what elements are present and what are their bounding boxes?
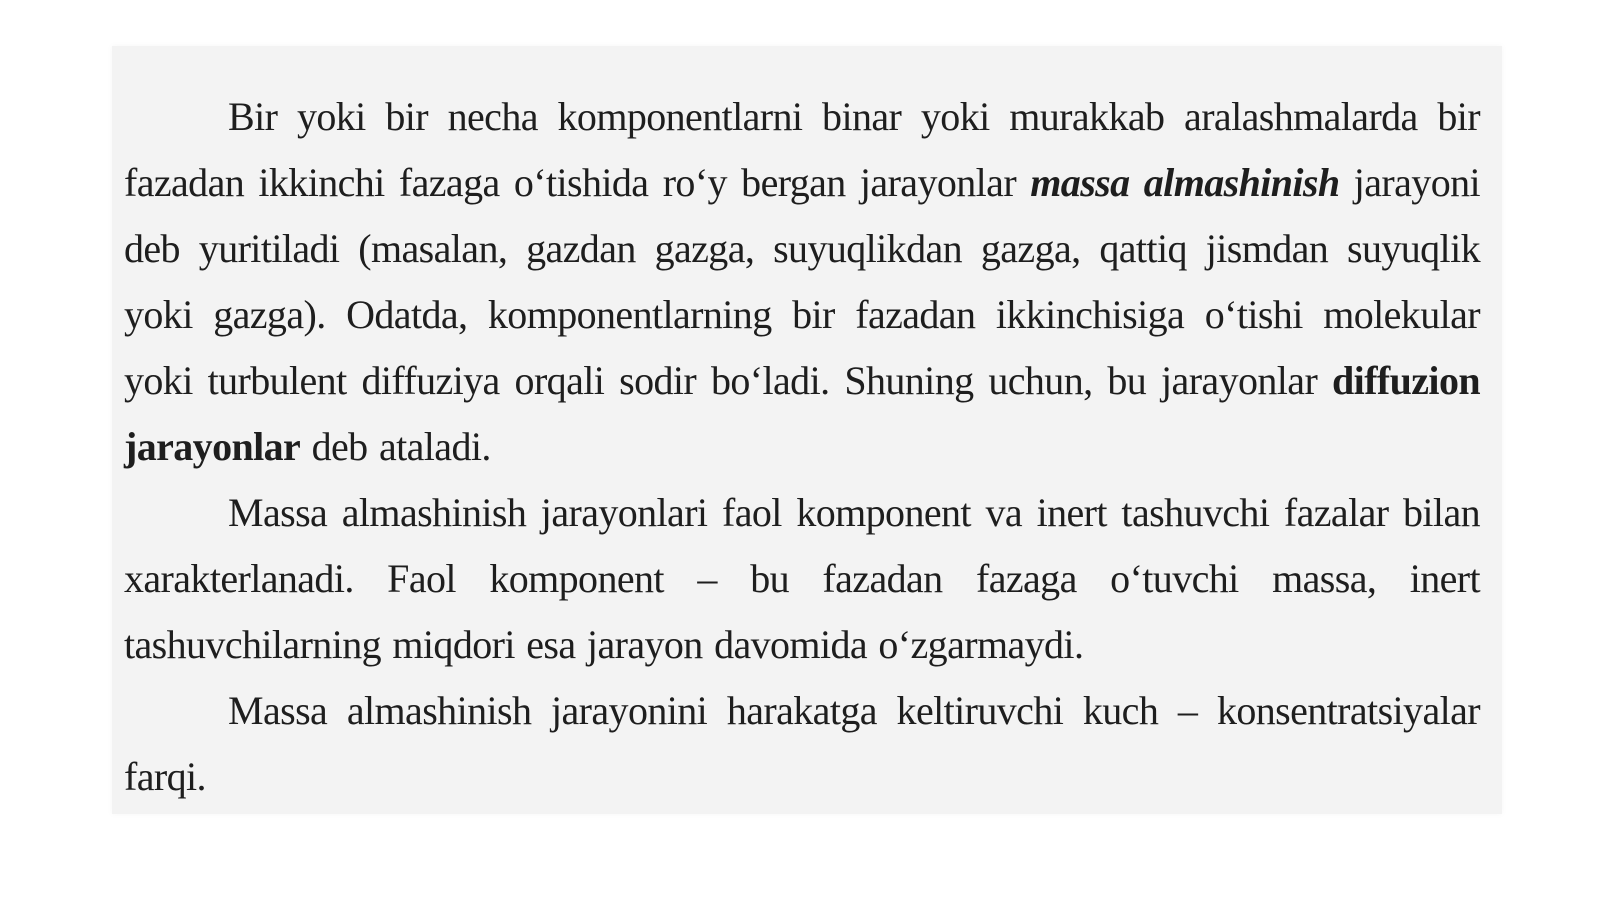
paragraph-2-text: Massa almashinish jarayonlari faol komponent va inert tashuvchi fazalar bilan xarakterlanadi. Faol komponent – bu fazadan fazaga o‘tuvchi massa, inert tashuvchilarning miqdori esa jarayon davomida o‘zgarmaydi. xyxy=(124,490,1480,667)
paragraph-3 xyxy=(124,678,1480,810)
paragraph-3-text: Massa almashinish jarayonini harakatga keltiruvchi kuch – konsentratsiyalar farqi. xyxy=(124,688,1480,799)
term-massa-almashinish: massa almashinish xyxy=(1030,160,1340,205)
document-body xyxy=(124,84,1480,810)
paragraph-2 xyxy=(124,480,1480,678)
term-diffuzion-jarayonlar: diffuzion jarayonlar xyxy=(124,358,1480,469)
paragraph-1 xyxy=(124,84,1480,480)
paragraph-1-text-2: jarayoni deb yuritiladi (masalan, gazdan gazga, suyuqlikdan gazga, qattiq jismdan suyuqlik yoki gazga). Odatda, komponentlarning bir fazadan ikkinchisiga o‘tishi molekular yoki turbulent diffuziya orqali sodir bo‘ladi. Shuning uchun, bu jarayonlar xyxy=(124,160,1481,403)
paragraph-1-text-3: deb ataladi. xyxy=(300,424,491,469)
paragraph-1-text-1: Bir yoki bir necha komponentlarni binar yoki murakkab aralashmalarda bir fazadan ikkinchi fazaga o‘tishida ro‘y bergan jarayonlar xyxy=(124,94,1480,205)
